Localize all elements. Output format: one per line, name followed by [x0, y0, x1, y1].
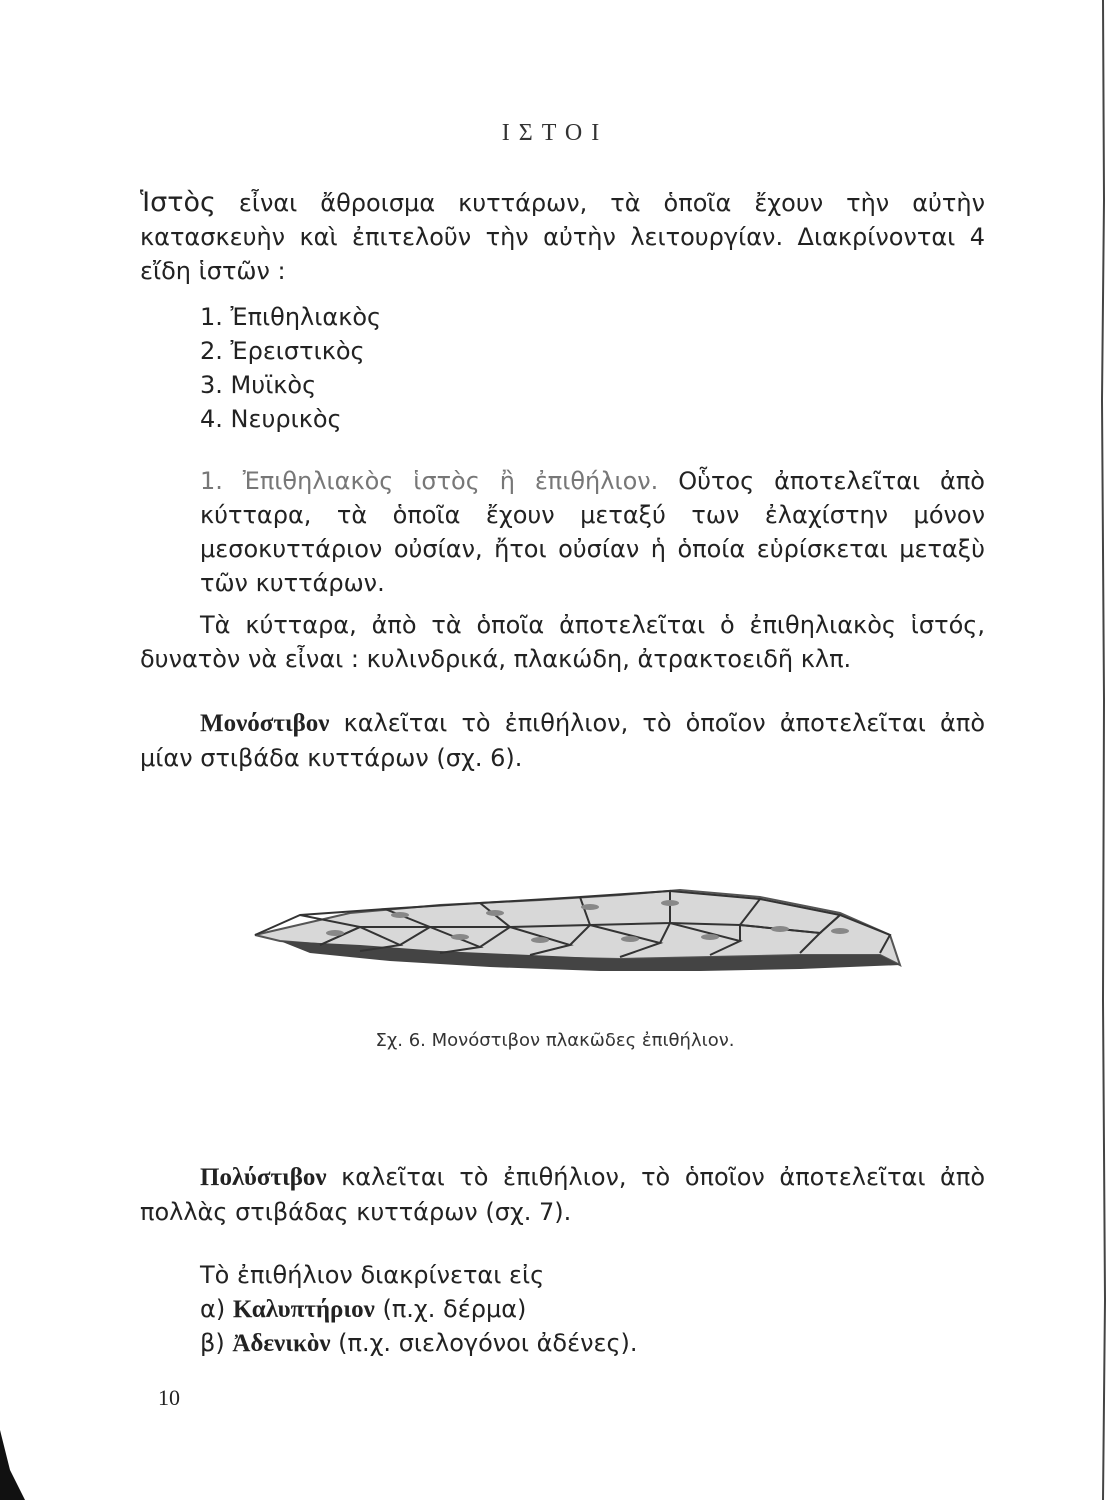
polystivon-text: καλεῖται τὸ ἐπιθήλιον, τὸ ὁποῖον ἀποτελεῖται ἀπὸ πολλὰς στιβάδας κυττάρων (σχ. 7). — [140, 1163, 985, 1226]
scan-edge-right — [1096, 0, 1110, 1500]
figure-caption: Σχ. 6. Μονόστιβον πλακῶδες ἐπιθήλιον. — [375, 1030, 735, 1051]
item-b-example: (π.χ. σιελογόνοι ἀδένες). — [330, 1329, 638, 1357]
tissue-types-list — [200, 300, 381, 436]
epithelial-heading: 1. Ἐπιθηλιακὸς ἱστὸς ἢ ἐπιθήλιον. — [200, 467, 659, 495]
item-b-label: β) — [200, 1329, 233, 1357]
polystivon-paragraph — [140, 1160, 985, 1229]
distinction-intro: Τὸ ἐπιθήλιον διακρίνεται εἰς — [200, 1261, 545, 1289]
item-a-label: α) — [200, 1295, 233, 1323]
page-number: 10 — [158, 1385, 180, 1410]
item-a-example: (π.χ. δέρμα) — [374, 1295, 527, 1323]
epithelium-kinds — [200, 1258, 638, 1360]
monostivon-text: καλεῖται τὸ ἐπιθήλιον, τὸ ὁποῖον ἀποτελεῖται ἀπὸ μίαν στιβάδα κυττάρων (σχ. 6). — [140, 709, 985, 772]
list-item: 4. Νευρικὸς — [200, 405, 342, 433]
intro-text: εἶναι ἄθροισμα κυττάρων, τὰ ὁποῖα ἔχουν τὴν αὐτὴν κατασκευὴν καὶ ἐπιτελοῦν τὴν αὐτὴν λειτουργίαν. Διακρίνονται 4 εἴδη ἱστῶν : — [140, 189, 985, 285]
epithelial-paragraph-first-line — [140, 464, 985, 600]
distinction-item-a — [200, 1292, 638, 1326]
list-item: 3. Μυϊκὸς — [200, 371, 317, 399]
item-a-term: Καλυπτήριον — [232, 1296, 375, 1323]
item-b-term: Ἀδενικὸν — [232, 1330, 331, 1357]
cells-paragraph: Τὰ κύτταρα, ἀπὸ τὰ ὁποῖα ἀποτελεῖται ὁ ἐπιθηλιακὸς ἱστός, δυνατὸν νὰ εἶναι : κυλινδρικά, πλακώδη, ἀτρακτοειδῆ κλπ. — [140, 611, 985, 673]
scan-shadow-left — [0, 1430, 30, 1500]
intro-lead-word: Ἱστὸς — [140, 187, 216, 218]
monostivon-term: Μονόστιβον — [200, 710, 330, 737]
squamous-epithelium-figure — [240, 885, 905, 980]
page-title: ΙΣΤΟΙ — [501, 120, 609, 146]
epithelial-text: Οὗτος ἀποτελεῖται ἀπὸ κύτταρα, τὰ ὁποῖα ἔχουν μεταξύ των ἐλαχίστην μόνον μεσοκυττάριον οὐσίαν, ἤτοι οὐσίαν ἡ ὁποία εὑρίσκεται μεταξὺ τῶν κυττάρων. — [200, 467, 985, 597]
monostivon-paragraph — [140, 706, 985, 775]
distinction-item-b — [200, 1326, 638, 1360]
list-item: 1. Ἐπιθηλιακὸς — [200, 303, 382, 331]
polystivon-term: Πολύστιβον — [200, 1164, 327, 1191]
list-item: 2. Ἐρειστικὸς — [200, 337, 365, 365]
intro-paragraph — [140, 186, 985, 288]
